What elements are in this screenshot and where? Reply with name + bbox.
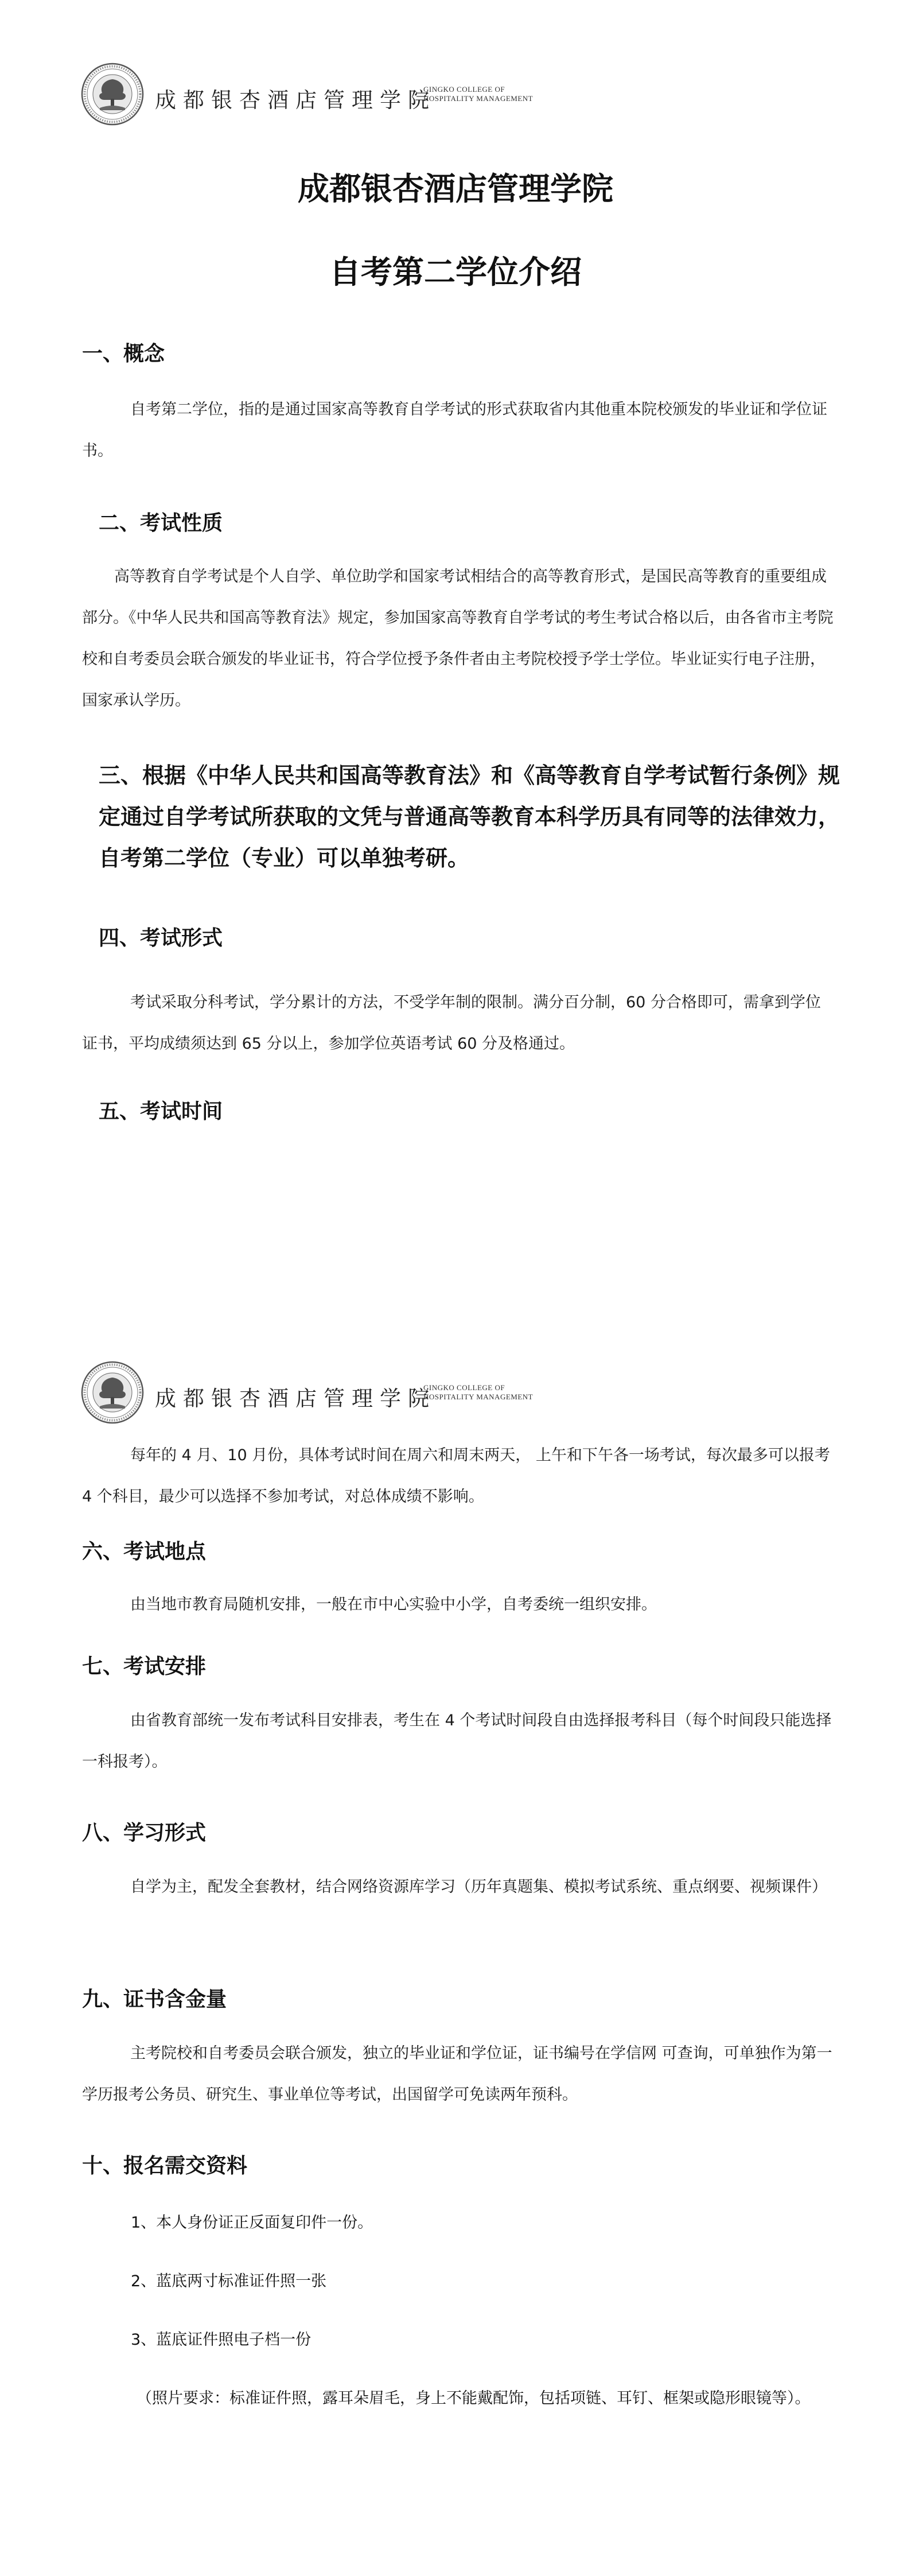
college-header <box>80 1360 597 1429</box>
college-name-english-line1: GINGKO COLLEGE OF <box>423 85 505 94</box>
document-title: 成都银杏酒店管理学院 <box>297 170 613 207</box>
section-8-heading: 八、学习形式 <box>82 1821 207 1845</box>
section-10-heading: 十、报名需交资料 <box>82 2154 248 2178</box>
section-4-heading: 四、考试形式 <box>99 926 223 950</box>
document-subtitle: 自考第二学位介绍 <box>329 254 582 290</box>
college-name-english-line2: HOSPITALITY MANAGEMENT <box>423 94 534 103</box>
college-seal-logo <box>80 1360 145 1425</box>
section-4-text: 考试采取分科考试，学分累计的方法，不受学年制的限制。满分百分制，60 分合格即可，需拿到学位证书，平均成绩须达到 65 分以上，参加学位英语考试 60 分及格通过。 <box>82 994 821 1053</box>
section-1-text: 自考第二学位，指的是通过国家高等教育自学考试的形式获取省内其他重本院校颁发的毕业证和学位证书。 <box>82 401 827 460</box>
section-8-text: 自学为主，配发全套教材，结合网络资源库学习（历年真题集、模拟考试系统、重点纲要、视频课件） <box>130 1878 827 1896</box>
photo-requirements-note: （照片要求：标准证件照，露耳朵眉毛，身上不能戴配饰，包括项链、耳钉、框架或隐形眼镜等）。 <box>137 2389 811 2407</box>
section-6-heading: 六、考试地点 <box>82 1540 207 1564</box>
college-header <box>80 62 597 131</box>
section-5-text: 每年的 4 月、10 月份，具体考试时间在周六和周末两天， 上午和下午各一场考试，每次最多可以报考 4 个科目，最少可以选择不参加考试，对总体成绩不影响。 <box>82 1446 830 1506</box>
college-seal-logo <box>80 62 145 126</box>
section-2-heading: 二、考试性质 <box>99 511 223 535</box>
list-item: 1、本人身份证正反面复印件一份。 <box>131 2214 373 2232</box>
section-9-text: 主考院校和自考委员会联合颁发，独立的毕业证和学位证，证书编号在学信网 可查询，可单独作为第一学历报考公务员、研究生、事业单位等考试，出国留学可免读两年预科。 <box>82 2044 832 2104</box>
college-name-chinese: 成都银杏酒店管理学院 <box>155 88 436 112</box>
list-item: 3、蓝底证件照电子档一份 <box>131 2331 312 2349</box>
list-item: 2、蓝底两寸标准证件照一张 <box>131 2272 327 2290</box>
section-2-text: 高等教育自学考试是个人自学、单位助学和国家考试相结合的高等教育形式，是国民高等教育的重要组成部分。《中华人民共和国高等教育法》规定，参加国家高等教育自学考试的考生考试合格以后，由各省市主考院校和自考委员会联合颁发的毕业证书，符合学位授予条件者由主考院校授予学士学位。毕业证实行电子注册，国家承认学历。 <box>82 568 834 709</box>
page-2 <box>0 1337 911 2576</box>
section-6-text: 由当地市教育局随机安排，一般在市中心实验中小学，自考委统一组织安排。 <box>130 1596 657 1613</box>
section-9-heading: 九、证书含金量 <box>82 1988 227 2011</box>
section-7-text: 由省教育部统一发布考试科目安排表，考生在 4 个考试时间段自由选择报考科目（每个时间段只能选择一科报考）。 <box>82 1712 832 1771</box>
section-5-heading: 五、考试时间 <box>99 1100 223 1123</box>
college-name-english <box>423 85 533 103</box>
section-3-text: 三、根据《中华人民共和国高等教育法》和《高等教育自学考试暂行条例》规定通过自学考试所获取的文凭与普通高等教育本科学历具有同等的法律效力，自考第二学位（专业）可以单独考研。 <box>99 763 840 871</box>
college-name-english <box>423 1383 533 1402</box>
section-1-heading: 一、概念 <box>82 342 165 366</box>
section-7-heading: 七、考试安排 <box>82 1655 207 1678</box>
college-name-english-line2: HOSPITALITY MANAGEMENT <box>423 1392 534 1401</box>
college-name-english-line1: GINGKO COLLEGE OF <box>423 1383 505 1392</box>
college-name-chinese: 成都银杏酒店管理学院 <box>155 1386 436 1411</box>
